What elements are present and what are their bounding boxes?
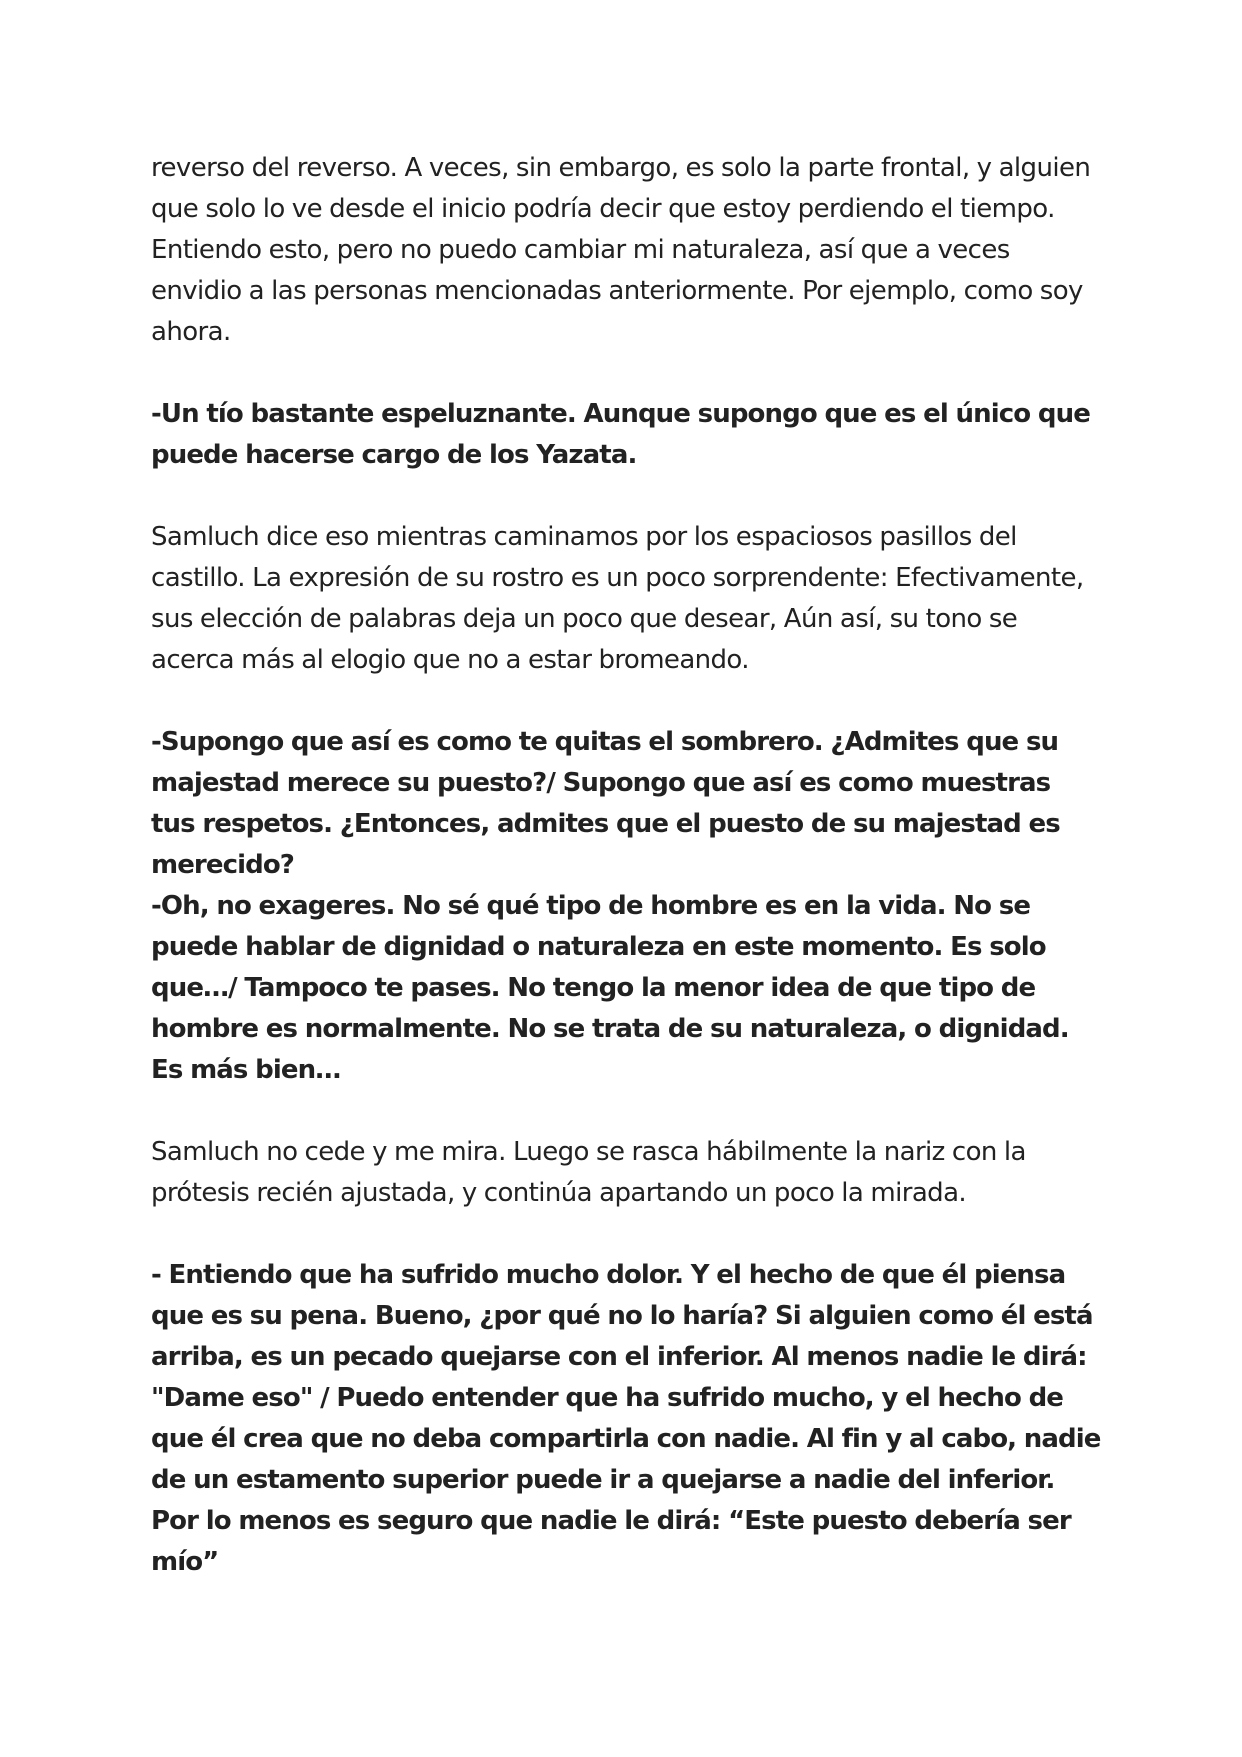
narration-paragraph: Samluch no cede y me mira. Luego se rasca hábilmente la nariz con la prótesis recién ajustada, y continúa apartando un poco la mirada. [151,1137,1026,1208]
dialogue-paragraph: - Entiendo que ha sufrido mucho dolor. Y el hecho de que él piensa que es su pena. Bueno, ¿por qué no lo haría? Si alguien como él está arriba, es un pecado quejarse con el inferior. Al menos nadie le dirá: "Dame eso" / Puedo entender que ha sufrido mucho, y el hecho de que él crea que no deba compartirla con nadie. Al fin y al cabo, nadie de un estamento superior puede ir a quejarse a nadie del inferior. Por lo menos es seguro que nadie le dirá: “Este puesto debería ser mío” [151,1260,1101,1577]
document-page [151,148,1101,1624]
dialogue-paragraph: -Supongo que así es como te quitas el sombrero. ¿Admites que su majestad merece su puesto?/ Supongo que así es como muestras tus respetos. ¿Entonces, admites que el puesto de su majestad es merecido? [151,727,1060,880]
narration-paragraph: reverso del reverso. A veces, sin embargo, es solo la parte frontal, y alguien que solo lo ve desde el inicio podría decir que estoy perdiendo el tiempo. Entiendo esto, pero no puedo cambiar mi naturaleza, así que a veces envidio a las personas mencionadas anteriormente. Por ejemplo, como soy ahora. [151,153,1091,347]
dialogue-paragraph: -Oh, no exageres. No sé qué tipo de hombre es en la vida. No se puede hablar de dignidad o naturaleza en este momento. Es solo que…/ Tampoco te pases. No tengo la menor idea de que tipo de hombre es normalmente. No se trata de su naturaleza, o dignidad. Es más bien… [151,891,1069,1085]
dialogue-paragraph: -Un tío bastante espeluznante. Aunque supongo que es el único que puede hacerse cargo de los Yazata. [151,399,1090,470]
narration-paragraph: Samluch dice eso mientras caminamos por los espaciosos pasillos del castillo. La expresión de su rostro es un poco sorprendente: Efectivamente, sus elección de palabras deja un poco que desear, Aún así, su tono se acerca más al elogio que no a estar bromeando. [151,522,1084,675]
